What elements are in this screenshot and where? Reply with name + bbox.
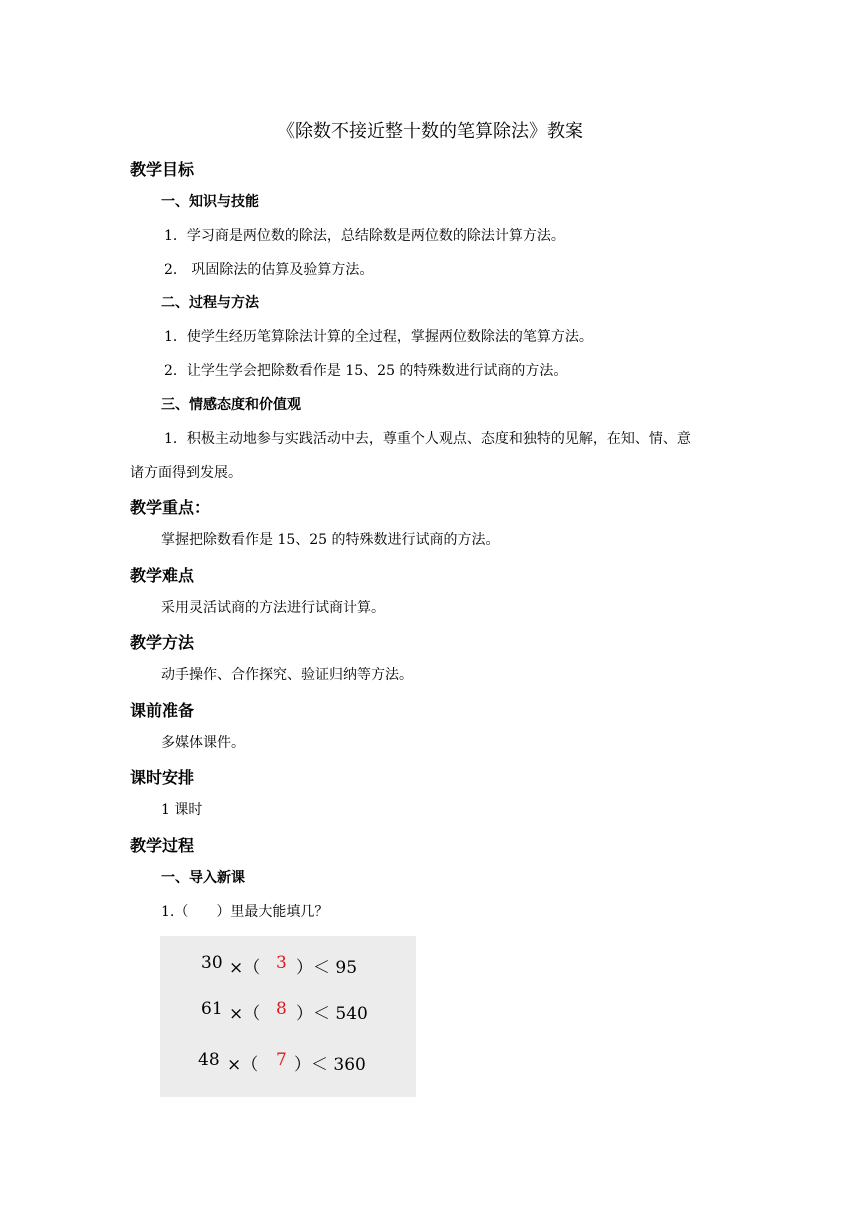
attitude-values-heading: 三、情感态度和价值观: [161, 397, 301, 413]
answer: 7: [276, 1050, 287, 1070]
multiply-open: ×（: [229, 1004, 261, 1024]
answer: 8: [276, 999, 287, 1019]
objective-item: 2．让学生学会把除数看作是 15、25 的特殊数进行试商的方法。: [164, 363, 568, 379]
comparison: ）＜ 95: [296, 958, 358, 978]
objective-item: 1．使学生经历笔算除法计算的全过程，掌握两位数除法的笔算方法。: [164, 329, 593, 345]
key-points-text: 掌握把除数看作是 15、25 的特殊数进行试商的方法。: [161, 532, 500, 548]
objectives-heading: 教学目标: [130, 160, 195, 179]
document-title: 《除数不接近整十数的笔算除法》教案: [277, 121, 583, 142]
equation-panel: [160, 936, 416, 1097]
preparation-text: 多媒体课件。: [161, 735, 245, 751]
objective-item-continued: 诸方面得到发展。: [130, 465, 242, 481]
question-text: 1.（ ）里最大能填几？: [161, 904, 329, 920]
process-heading: 教学过程: [130, 836, 195, 855]
schedule-text: 1 课时: [161, 802, 203, 818]
multiply-open: ×（: [227, 1055, 259, 1075]
objective-item: 1．学习商是两位数的除法，总结除数是两位数的除法计算方法。: [164, 228, 565, 244]
factor: 61: [201, 999, 223, 1019]
factor: 48: [198, 1050, 220, 1070]
difficulties-heading: 教学难点: [130, 566, 195, 585]
objective-item: 2． 巩固除法的估算及验算方法。: [164, 262, 374, 278]
factor: 30: [201, 953, 223, 973]
methods-heading: 教学方法: [130, 633, 195, 652]
methods-text: 动手操作、合作探究、验证归纳等方法。: [161, 667, 413, 683]
preparation-heading: 课前准备: [130, 701, 195, 720]
answer: 3: [276, 953, 287, 973]
objective-item: 1．积极主动地参与实践活动中去，尊重个人观点、态度和独特的见解，在知、情、意: [164, 431, 691, 447]
difficulties-text: 采用灵活试商的方法进行试商计算。: [161, 600, 385, 616]
schedule-heading: 课时安排: [130, 768, 195, 787]
intro-heading: 一、导入新课: [161, 870, 245, 886]
comparison: ）＜ 540: [296, 1004, 368, 1024]
key-points-heading: 教学重点：: [130, 498, 211, 517]
process-methods-heading: 二、过程与方法: [161, 295, 259, 311]
multiply-open: ×（: [229, 958, 261, 978]
comparison: ）＜ 360: [294, 1055, 366, 1075]
knowledge-skills-heading: 一、知识与技能: [161, 194, 259, 210]
